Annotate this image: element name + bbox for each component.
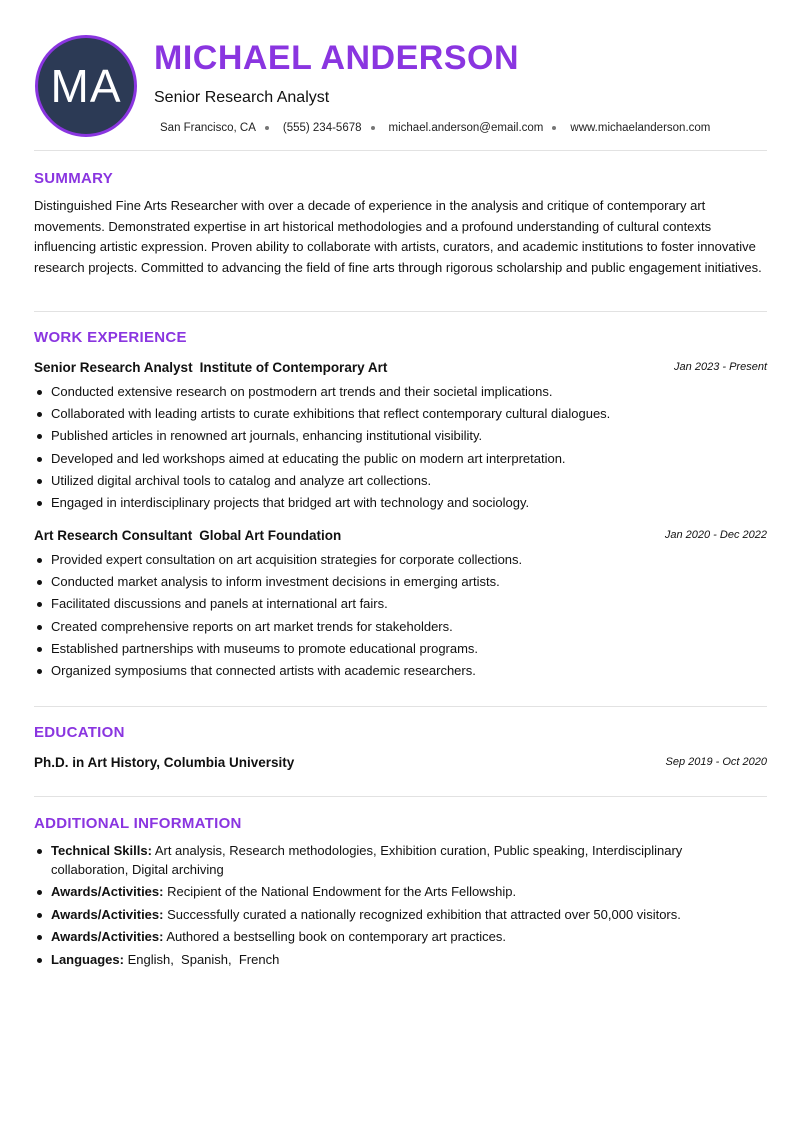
- avatar-initials: MA: [50, 60, 122, 112]
- job-bullet-list: [34, 381, 769, 514]
- job-position: Senior Research Analyst: [34, 359, 193, 375]
- education-heading: EDUCATION: [34, 724, 125, 741]
- item-text: English, Spanish, French: [123, 951, 280, 967]
- job-bullet-list: [34, 549, 769, 682]
- list-item: Utilized digital archival tools to catalog and analyze art collections.: [34, 470, 769, 492]
- list-item: Published articles in renowned art journals, enhancing institutional visibility.: [34, 425, 769, 447]
- contact-location: San Francisco, CA: [160, 122, 256, 134]
- section-divider: [34, 150, 767, 151]
- job-header: [34, 358, 767, 376]
- list-item: Conducted market analysis to inform investment decisions in emerging artists.: [34, 571, 769, 593]
- candidate-name: MICHAEL ANDERSON: [154, 39, 520, 77]
- job-position: Art Research Consultant: [34, 527, 193, 543]
- contact-email[interactable]: michael.anderson@email.com: [388, 122, 544, 134]
- job-header: [34, 526, 767, 544]
- additional-info-heading: ADDITIONAL INFORMATION: [34, 815, 242, 832]
- list-item: Facilitated discussions and panels at international art fairs.: [34, 593, 769, 615]
- work-experience-heading: WORK EXPERIENCE: [34, 329, 187, 346]
- separator-dot-icon: [371, 126, 375, 130]
- job-company: Institute of Contemporary Art: [199, 359, 388, 375]
- item-label: Awards/Activities:: [51, 906, 164, 922]
- job-dates: Jan 2020 - Dec 2022: [664, 529, 767, 541]
- list-item: [34, 906, 769, 925]
- summary-heading: SUMMARY: [34, 170, 114, 187]
- item-label: Technical Skills:: [51, 843, 152, 858]
- job-title-line: [34, 360, 387, 375]
- item-label: Awards/Activities:: [51, 929, 164, 944]
- list-item: [34, 883, 769, 902]
- item-label: Languages:: [51, 951, 124, 967]
- separator-dot-icon: [552, 126, 556, 130]
- list-item: Organized symposiums that connected artists with academic researchers.: [34, 660, 769, 682]
- job-title-line: [34, 528, 341, 543]
- list-item: Conducted extensive research on postmodern art trends and their societal implications.: [34, 381, 769, 403]
- item-text: Art analysis, Research methodologies, Exhibition curation, Public speaking, Interdisciplinary collaboration, Digital archiving: [51, 843, 683, 877]
- list-item: Engaged in interdisciplinary projects that bridged art with technology and sociology.: [34, 492, 769, 514]
- item-text: Authored a bestselling book on contemporary art practices.: [163, 929, 506, 944]
- education-degree: Ph.D. in Art History, Columbia University: [34, 754, 295, 770]
- list-item: [34, 928, 769, 947]
- contact-bar: [160, 120, 710, 136]
- list-item: Collaborated with leading artists to curate exhibitions that reflect contemporary cultural dialogues.: [34, 403, 769, 425]
- education-dates: Sep 2019 - Oct 2020: [665, 756, 767, 768]
- avatar: [35, 35, 137, 137]
- section-divider: [34, 311, 767, 312]
- list-item: [34, 842, 711, 879]
- list-item: Provided expert consultation on art acquisition strategies for corporate collections.: [34, 549, 769, 571]
- job-dates: Jan 2023 - Present: [674, 361, 767, 373]
- section-divider: [34, 796, 767, 797]
- contact-phone: (555) 234-5678: [282, 122, 362, 134]
- summary-text: Distinguished Fine Arts Researcher with over a decade of experience in the analysis and critique of contemporary art movements. Demonstrated expertise in art historical methodologies and a profound understanding of cultural contexts influencing artistic expression. Proven ability to collaborate with artists, curators, and academic institutions to foster innovative research projects. Committed to advancing the field of fine arts through rigorous scholarship and public engagement initiatives.: [34, 198, 762, 275]
- education-entry: [34, 753, 767, 771]
- list-item: Established partnerships with museums to promote educational programs.: [34, 638, 769, 660]
- item-text: Successfully curated a nationally recognized exhibition that attracted over 50,000 visitors.: [163, 906, 681, 922]
- section-divider: [34, 706, 767, 707]
- candidate-role: Senior Research Analyst: [154, 89, 330, 106]
- job-company: Global Art Foundation: [199, 527, 342, 543]
- list-item: Developed and led workshops aimed at educating the public on modern art interpretation.: [34, 448, 769, 470]
- additional-info-list: [34, 842, 769, 973]
- list-item: [34, 951, 769, 970]
- separator-dot-icon: [265, 126, 269, 130]
- item-text: Recipient of the National Endowment for the Arts Fellowship.: [163, 884, 517, 899]
- item-label: Awards/Activities:: [51, 884, 164, 899]
- list-item: Created comprehensive reports on art market trends for stakeholders.: [34, 616, 769, 638]
- contact-website[interactable]: www.michaelanderson.com: [570, 122, 711, 134]
